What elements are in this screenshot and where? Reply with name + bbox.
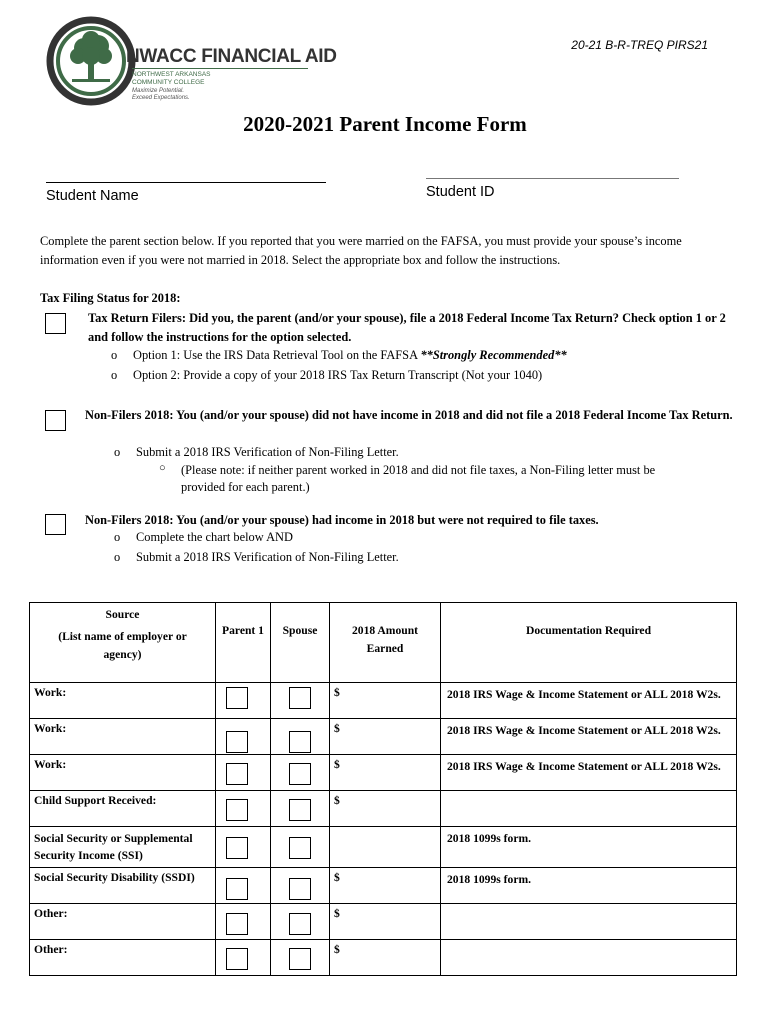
spouse-cell (271, 827, 330, 868)
logo-college (132, 71, 211, 86)
row-label: Work: (30, 719, 216, 755)
option1-bullet-text: Option 1: Use the IRS Data Retrieval Tool on the FAFSA (133, 348, 421, 362)
spouse-checkbox[interactable] (289, 837, 311, 859)
row-label: Work: (30, 755, 216, 791)
bullet-icon: o (111, 348, 118, 362)
parent1-checkbox[interactable] (226, 763, 248, 785)
bullet-icon: o (114, 530, 121, 544)
spouse-checkbox[interactable] (289, 913, 311, 935)
non-filer-with-income-text: Non-Filers 2018: You (and/or your spouse) had income in 2018 but were not required to file taxes. (85, 513, 599, 527)
logo-tagline-line1: Maximize Potential. (132, 88, 185, 94)
table-row (30, 868, 737, 904)
student-name-label: Student Name (46, 188, 139, 204)
parent1-cell (216, 940, 271, 976)
page-title: 2020-2021 Parent Income Form (243, 112, 527, 136)
row-label: Work: (30, 683, 216, 719)
parent1-checkbox[interactable] (226, 878, 248, 900)
logo-college-line2: COMMUNITY COLLEGE (132, 78, 205, 86)
bullet-icon: o (114, 445, 121, 459)
table-row (30, 827, 737, 868)
header-parent1: Parent 1 (216, 603, 271, 683)
parent1-cell (216, 868, 271, 904)
tax-status-heading: Tax Filing Status for 2018: (40, 291, 181, 305)
logo-divider (132, 68, 308, 69)
row-label: Social Security Disability (SSDI) (30, 868, 216, 904)
table-row (30, 904, 737, 940)
table-header-row (30, 603, 737, 683)
non-filer-with-income-checkbox[interactable] (45, 514, 66, 535)
submit-letter-bullet: Submit a 2018 IRS Verification of Non-Filing Letter. (136, 550, 399, 564)
header-documentation: Documentation Required (441, 603, 737, 683)
header-amount: 2018 Amount Earned (330, 603, 441, 683)
option1-bullet (133, 348, 567, 363)
parent1-cell (216, 755, 271, 791)
student-name-line[interactable] (46, 182, 326, 183)
parent1-cell (216, 827, 271, 868)
non-filer-no-income-text: Non-Filers 2018: You (and/or your spouse) did not have income in 2018 and did not file a 2018 Federal Income Tax Return. (85, 408, 733, 422)
table-row (30, 791, 737, 827)
spouse-cell (271, 719, 330, 755)
documentation-cell: 2018 IRS Wage & Income Statement or ALL 2018 W2s. (441, 683, 737, 719)
form-code: 20-21 B-R-TREQ PIRS21 (571, 38, 708, 52)
strongly-recommended-text: **Strongly Recommended** (420, 348, 567, 362)
logo-tagline (132, 88, 190, 102)
amount-cell[interactable]: $ (330, 683, 441, 719)
spouse-checkbox[interactable] (289, 799, 311, 821)
spouse-checkbox[interactable] (289, 878, 311, 900)
documentation-cell: 2018 1099s form. (441, 827, 737, 868)
nwacc-logo (46, 16, 337, 106)
amount-cell[interactable] (330, 827, 441, 868)
table-row (30, 940, 737, 976)
amount-cell[interactable]: $ (330, 868, 441, 904)
row-label: Child Support Received: (30, 791, 216, 827)
documentation-cell: 2018 IRS Wage & Income Statement or ALL 2018 W2s. (441, 719, 737, 755)
spouse-cell (271, 791, 330, 827)
student-id-line[interactable] (426, 178, 679, 179)
bullet-icon: o (114, 550, 121, 564)
documentation-cell (441, 940, 737, 976)
logo-text: NWACC FINANCIAL AID (126, 46, 337, 67)
amount-cell[interactable]: $ (330, 791, 441, 827)
documentation-cell: 2018 IRS Wage & Income Statement or ALL 2018 W2s. (441, 755, 737, 791)
amount-cell[interactable]: $ (330, 904, 441, 940)
spouse-checkbox[interactable] (289, 731, 311, 753)
parent1-cell (216, 719, 271, 755)
logo-tagline-line2: Exceed Expectations. (132, 95, 190, 101)
income-table (29, 602, 737, 976)
parent1-checkbox[interactable] (226, 913, 248, 935)
spouse-cell (271, 904, 330, 940)
parent1-checkbox[interactable] (226, 948, 248, 970)
logo-college-line1: NORTHWEST ARKANSAS (132, 71, 211, 78)
parent1-checkbox[interactable] (226, 799, 248, 821)
amount-cell[interactable]: $ (330, 755, 441, 791)
parent1-checkbox[interactable] (226, 687, 248, 709)
bullet-icon: o (111, 368, 118, 382)
non-filer-no-income-checkbox[interactable] (45, 410, 66, 431)
spouse-checkbox[interactable] (289, 763, 311, 785)
non-filing-note: (Please note: if neither parent worked in 2018 and did not file taxes, a Non-Filing letter must be provided for each parent.) (181, 463, 656, 494)
documentation-cell (441, 904, 737, 940)
table-row (30, 719, 737, 755)
table-row (30, 683, 737, 719)
documentation-cell: 2018 1099s form. (441, 868, 737, 904)
tax-filer-checkbox[interactable] (45, 313, 66, 334)
parent1-checkbox[interactable] (226, 731, 248, 753)
header-source-sub: (List name of employer or agency) (58, 630, 187, 661)
amount-cell[interactable]: $ (330, 719, 441, 755)
parent1-checkbox[interactable] (226, 837, 248, 859)
parent1-cell (216, 683, 271, 719)
amount-cell[interactable]: $ (330, 940, 441, 976)
non-filing-letter-bullet: Submit a 2018 IRS Verification of Non-Filing Letter. (136, 445, 399, 459)
spouse-cell (271, 683, 330, 719)
spouse-cell (271, 868, 330, 904)
sub-bullet-icon: ○ (159, 462, 166, 474)
table-row (30, 755, 737, 791)
row-label: Social Security or Supplemental Security Income (SSI) (30, 827, 216, 868)
parent1-cell (216, 904, 271, 940)
row-label: Other: (30, 904, 216, 940)
header-spouse: Spouse (271, 603, 330, 683)
intro-paragraph: Complete the parent section below. If you reported that you were married on the FAFSA, you must provide your spouse’s income information even if you were not married in 2018. Select the appropriate box and follow the instructions. (40, 234, 682, 267)
spouse-checkbox[interactable] (289, 948, 311, 970)
header-source (30, 603, 216, 683)
option2-bullet: Option 2: Provide a copy of your 2018 IRS Tax Return Transcript (Not your 1040) (133, 368, 543, 382)
spouse-cell (271, 940, 330, 976)
header-source-label: Source (105, 608, 140, 621)
spouse-cell (271, 755, 330, 791)
documentation-cell (441, 791, 737, 827)
tax-filer-option-text: Tax Return Filers: Did you, the parent (and/or your spouse), file a 2018 Federal Income Tax Return? Check option 1 or 2 and follow the instructions for the option selected. (88, 311, 726, 344)
spouse-checkbox[interactable] (289, 687, 311, 709)
row-label: Other: (30, 940, 216, 976)
complete-chart-bullet: Complete the chart below AND (136, 530, 293, 544)
parent1-cell (216, 791, 271, 827)
student-id-label: Student ID (426, 184, 495, 200)
